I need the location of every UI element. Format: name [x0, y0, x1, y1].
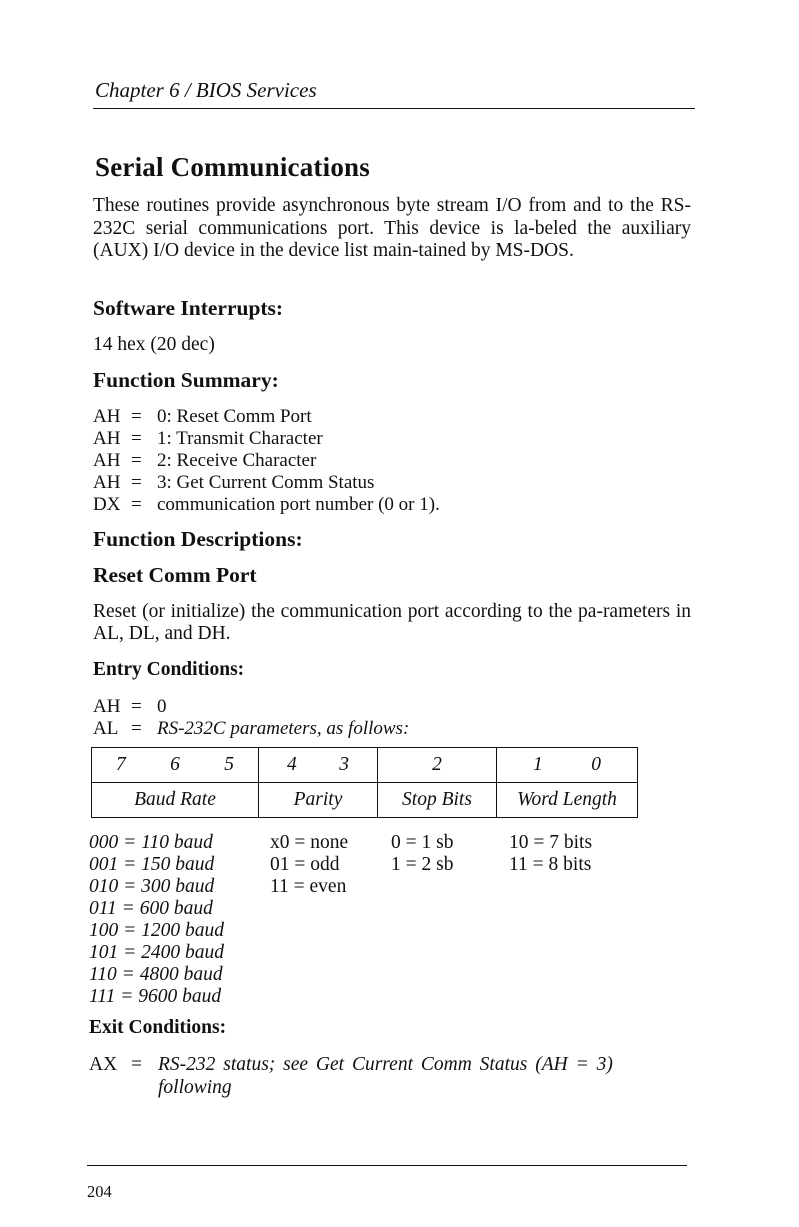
bit-number: 3 — [339, 754, 349, 775]
rs232-bit-table — [91, 747, 638, 818]
bit-number: 1 — [533, 754, 543, 775]
bit-label: Parity — [259, 783, 378, 818]
bit-label: Word Length — [497, 783, 638, 818]
parity-code: x0 = none — [270, 832, 349, 853]
word-code: 11 = 8 bits — [509, 854, 592, 875]
parity-code: 11 = even — [270, 876, 347, 897]
bit-number: 7 — [116, 754, 126, 775]
baud-code: 011 = 600 baud — [89, 898, 213, 919]
summary-text: 1: Transmit Character — [157, 428, 323, 449]
function-descriptions-heading: Function Descriptions: — [93, 527, 303, 551]
header-rule — [93, 108, 695, 109]
bit-cell-parity — [259, 748, 378, 783]
baud-code: 101 = 2400 baud — [89, 942, 225, 963]
summary-key: AH — [93, 450, 121, 471]
intro-paragraph: These routines provide asynchronous byte stream I/O from and to the RS-232C serial communications port. This device is la-beled the auxiliary (AUX) I/O device in the device list main-tained by MS-DOS. — [93, 195, 691, 261]
reset-description: Reset (or initialize) the communication port according to the pa-rameters in AL, DL, and DH. — [93, 601, 691, 644]
bit-number: 6 — [170, 754, 180, 775]
bit-number: 4 — [287, 754, 297, 775]
exit-text: RS-232 status; see Get Current Comm Status (AH = 3) — [158, 1054, 613, 1075]
entry-eq: = — [131, 718, 142, 739]
baud-code: 110 = 4800 baud — [89, 964, 223, 985]
parity-codes — [270, 832, 348, 898]
function-summary-list — [93, 406, 440, 516]
summary-eq: = — [131, 494, 142, 515]
exit-key: AX — [89, 1054, 118, 1075]
baud-code: 111 = 9600 baud — [89, 986, 222, 1007]
summary-text: communication port number (0 or 1). — [157, 494, 440, 515]
summary-row — [93, 428, 440, 450]
baud-code: 000 = 110 baud — [89, 832, 213, 853]
entry-key: AH — [93, 696, 121, 717]
summary-eq: = — [131, 472, 142, 493]
summary-key: AH — [93, 406, 121, 427]
word-length-codes — [509, 832, 592, 876]
section-title: Serial Communications — [95, 152, 370, 182]
bit-number: 2 — [432, 754, 442, 775]
entry-row-al — [93, 718, 409, 740]
entry-value: RS-232C parameters, as follows: — [157, 718, 410, 739]
summary-eq: = — [131, 406, 142, 427]
running-header: Chapter 6 / BIOS Services — [95, 78, 317, 102]
bit-label: Stop Bits — [378, 783, 497, 818]
word-code: 10 = 7 bits — [509, 832, 593, 853]
function-summary-heading: Function Summary: — [93, 368, 279, 392]
summary-eq: = — [131, 428, 142, 449]
stop-code: 0 = 1 sb — [391, 832, 454, 853]
baud-code: 100 = 1200 baud — [89, 920, 225, 941]
exit-text-continued: following — [158, 1077, 232, 1098]
summary-row — [93, 450, 440, 472]
exit-line — [89, 1054, 613, 1076]
reset-comm-port-heading: Reset Comm Port — [93, 563, 257, 587]
stop-bit-codes — [391, 832, 453, 876]
summary-text: 2: Receive Character — [157, 450, 317, 471]
entry-key: AL — [93, 718, 119, 739]
entry-value: 0 — [157, 696, 167, 717]
entry-list — [93, 696, 409, 740]
summary-text: 3: Get Current Comm Status — [157, 472, 375, 493]
page-number: 204 — [87, 1182, 112, 1201]
bit-number: 5 — [224, 754, 234, 775]
software-interrupts-heading: Software Interrupts: — [93, 296, 284, 320]
footer-rule — [87, 1165, 687, 1166]
summary-row — [93, 472, 440, 494]
stop-code: 1 = 2 sb — [391, 854, 454, 875]
bit-number-row — [92, 748, 638, 783]
bit-cell-word — [497, 748, 638, 783]
summary-text: 0: Reset Comm Port — [157, 406, 312, 427]
parity-code: 01 = odd — [270, 854, 340, 875]
baud-rate-codes — [89, 832, 224, 1008]
summary-key: DX — [93, 494, 121, 515]
bit-label-row — [92, 783, 638, 818]
bit-cell-stop — [378, 748, 497, 783]
exit-eq: = — [131, 1054, 142, 1075]
bit-number: 0 — [591, 754, 601, 775]
summary-key: AH — [93, 428, 121, 449]
summary-eq: = — [131, 450, 142, 471]
entry-row-ah — [93, 696, 409, 718]
bit-label: Baud Rate — [92, 783, 259, 818]
baud-code: 001 = 150 baud — [89, 854, 215, 875]
entry-conditions-heading: Entry Conditions: — [93, 659, 245, 680]
bit-cell-baud — [92, 748, 259, 783]
baud-code: 010 = 300 baud — [89, 876, 215, 897]
summary-row — [93, 494, 440, 516]
summary-row — [93, 406, 440, 428]
summary-key: AH — [93, 472, 121, 493]
software-interrupts-value: 14 hex (20 dec) — [93, 334, 215, 355]
entry-eq: = — [131, 696, 142, 717]
exit-conditions-heading: Exit Conditions: — [89, 1017, 227, 1038]
